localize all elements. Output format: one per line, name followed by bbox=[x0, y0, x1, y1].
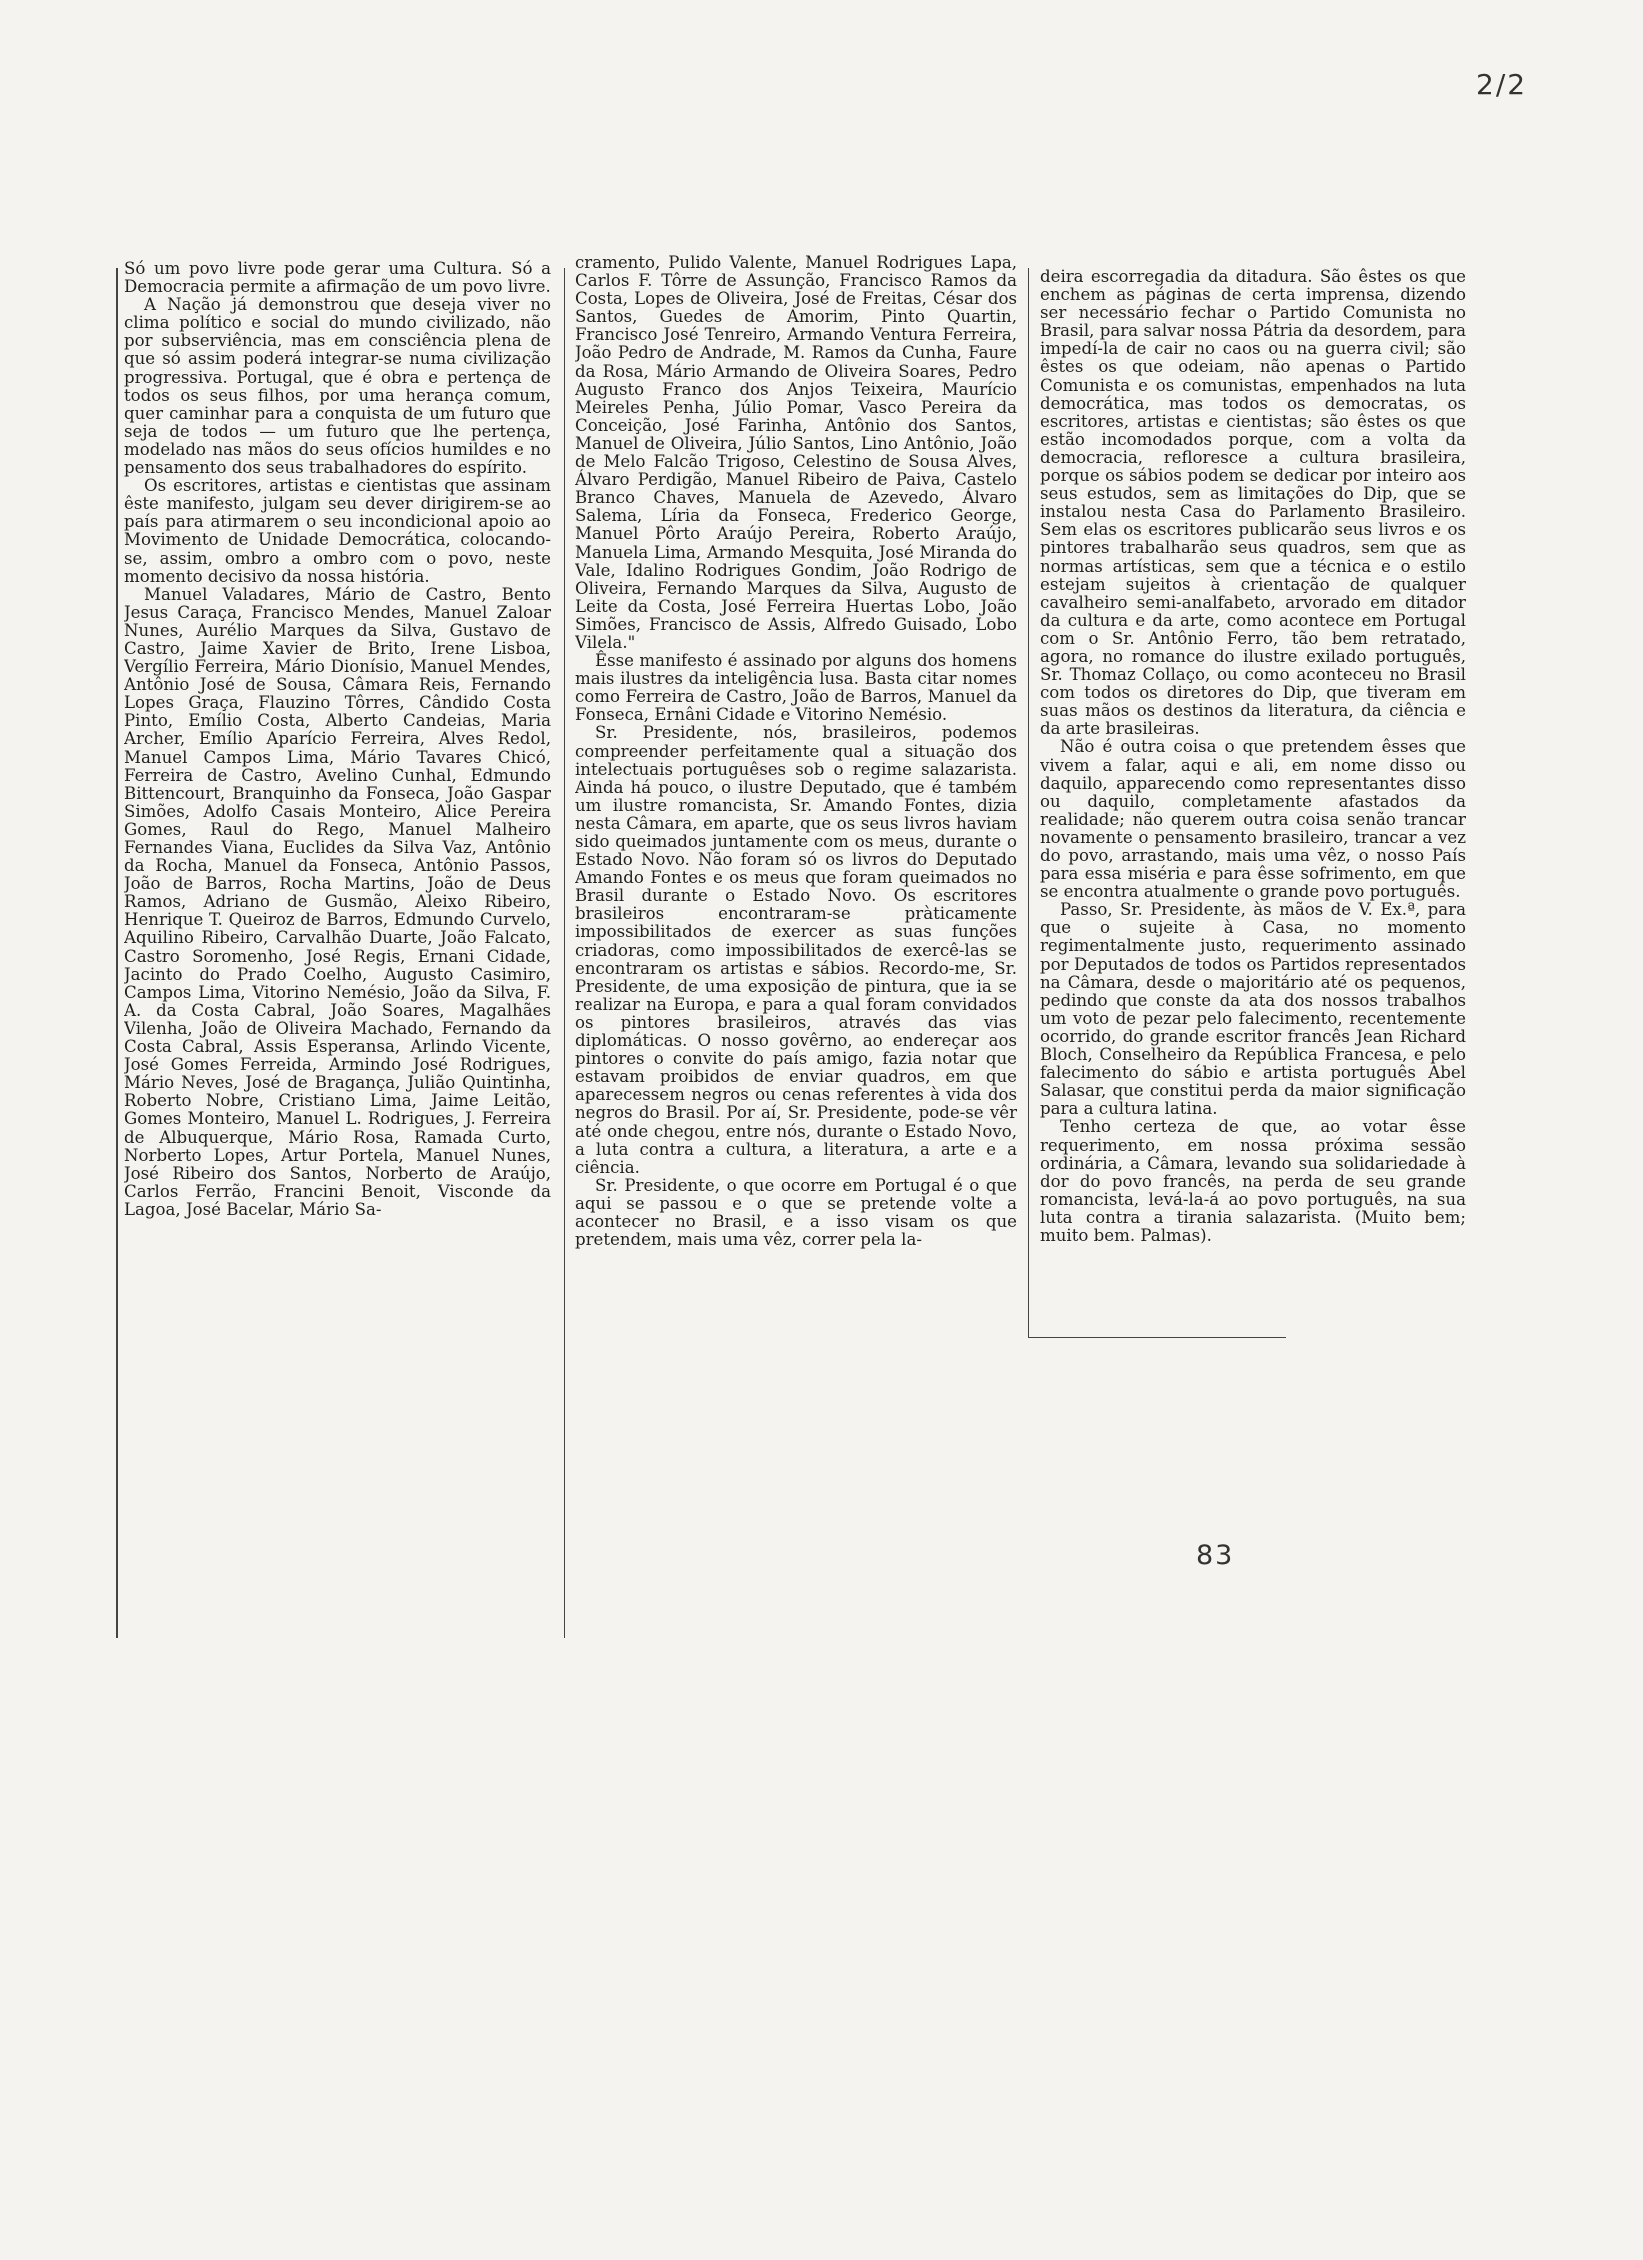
paragraph: A Nação já demonstrou que deseja viver no clima político e social do mundo civilizado, não por subserviência, mas em consciência plena de que só assim poderá integrar-se numa civilização progressiva. Portugal, que é obra e pertença de todos os seus filhos, por uma herança comum, quer caminhar para a conquista de um futuro que seja de todos — um futuro que lhe pertença, modelado nas mãos do seus ofícios humildes e no pensamento dos seus trabalhadores do espírito. bbox=[124, 295, 551, 478]
paragraph: Os escritores, artistas e cientistas que assinam êste manifesto, julgam seu dever dirigirem-se ao país para atirmarem o seu incondicional apoio ao Movimento de Unidade Democrática, colocando-se, assim, ombro a ombro com o povo, neste momento decisivo da nossa história. bbox=[124, 476, 551, 586]
page-number-top: 2/2 bbox=[1476, 68, 1528, 101]
paragraph: Manuel Valadares, Mário de Castro, Bento Jesus Caraça, Francisco Mendes, Manuel Zaloar Nunes, Aurélio Marques da Silva, Gustavo de Castro, Jaime Xavier de Brito, Irene Lisboa, Vergílio Ferreira, Mário Dionísio, Manuel Mendes, Antônio José de Sousa, Câmara Reis, Fernando Lopes Graça, Flauzino Tôrres, Cândido Costa Pinto, Emílio Costa, Alberto Candeias, Maria Archer, Emílio Aparício Ferreira, Alves Redol, Manuel Campos Lima, Mário Tavares Chicó, Ferreira de Castro, Avelino Cunhal, Edmundo Bittencourt, Branquinho da Fonseca, João Gaspar Simões, Adolfo Casais Monteiro, Alice Pereira Gomes, Raul do Rego, Manuel Malheiro Fernandes Viana, Euclides da Silva Vaz, Antônio da Rocha, Manuel da Fonseca, Antônio Passos, João de Barros, Rocha Martins, João de Deus Ramos, Adriano de Gusmão, Aleixo Ribeiro, Henrique T. Queiroz de Barros, Edmundo Curvelo, Aquilino Ribeiro, Carvalhão Duarte, João Falcato, Castro Soromenho, José Regis, Ernani Cidade, Jacinto do Prado Coelho, Augusto Casimiro, Campos Lima, Vitorino Nemésio, João da Silva, F. A. da Costa Cabral, João Soares, Magalhães Vilenha, João de Oliveira Machado, Fernando da Costa Cabral, Assis Esperansa, Arlindo Vicente, José Gomes Ferreida, Armindo José Rodrigues, Mário Neves, José de Bragança, Julião Quintinha, Roberto Nobre, Cristiano Lima, Jaime Leitão, Gomes Monteiro, Manuel L. Rodrigues, J. Ferreira de Albuquerque, Mário Rosa, Ramada Curto, Norberto Lopes, Artur Portela, Manuel Nunes, José Ribeiro dos Santos, Norberto de Araújo, Carlos Ferrão, Francini Benoit, Visconde da Lagoa, José Bacelar, Mário Sa- bbox=[124, 584, 551, 1219]
article-column-1 bbox=[124, 260, 551, 1640]
paragraph: Tenho certeza de que, ao votar êsse requerimento, em nossa próxima sessão ordinária, a Câmara, levando sua solidariedade à dor do povo francês, na perda de seu grande romancista, levá-la-á ao povo português, na sua luta contra a tirania salazarista. (Muito bem; muito bem. Palmas). bbox=[1040, 1117, 1466, 1245]
page-number-bottom: 83 bbox=[1196, 1540, 1235, 1571]
column-rule-left bbox=[116, 268, 118, 1638]
column-rule-middle bbox=[564, 268, 565, 1638]
article-column-3 bbox=[1040, 268, 1466, 1334]
paragraph: Não é outra coisa o que pretendem êsses que vivem a falar, aqui e ali, em nome disso ou daquilo, apparecendo como representantes disso ou daquilo, completamente afastados da realidade; não querem outra coisa senão trancar novamente o pensamento brasileiro, trancar a vez do povo, arrastando, mais uma vêz, o nosso País para essa miséria e para êsse sofrimento, em que se encontra atualmente o grande povo português. bbox=[1040, 737, 1466, 902]
paragraph: deira escorregadia da ditadura. São êstes os que enchem as páginas de certa imprensa, dizendo ser necessário fechar o Partido Comunista no Brasil, para salvar nossa Pátria da desordem, para impedí-la de cair no caos ou na guerra civil; são êstes os que odeiam, não apenas o Partido Comunista e os comunistas, empenhados na luta democrática, mas todos os democratas, os escritores, artistas e cientistas; são êstes os que estão incomodados porque, com a volta da democracia, refloresce a cultura brasileira, porque os sábios podem se dedicar por inteiro aos seus estudos, sem as limitações do Dip, que se instalou nesta Casa do Parlamento Brasileiro. Sem elas os escritores publicarão seus livros e os pintores trabalharão seus quadros, sem que as normas artísticas, sem que a técnica e o estilo estejam sujeitos à crientação de qualquer cavalheiro semi-analfabeto, arvorado em ditador da cultura e da arte, como acontece em Portugal com o Sr. Antônio Ferro, tão bem retratado, agora, no romance do ilustre exilado português, Sr. Thomaz Collaço, ou como aconteceu no Brasil com todos os diretores do Dip, que tiveram em suas mãos os destinos da literatura, da ciência e da arte brasileiras. bbox=[1040, 268, 1466, 739]
article-column-2 bbox=[575, 254, 1017, 1640]
paragraph: Sr. Presidente, o que ocorre em Portugal é o que aqui se passou e o que se pretende volte a acontecer no Brasil, e a isso visam os que pretendem, mais uma vêz, correr pela la- bbox=[575, 1175, 1017, 1250]
column-rule-bottom bbox=[1028, 1337, 1286, 1338]
paragraph: Êsse manifesto é assinado por alguns dos homens mais ilustres da inteligência lusa. Basta citar nomes como Ferreira de Castro, João de Barros, Manuel da Fonseca, Ernâni Cidade e Vitorino Nemésio. bbox=[575, 651, 1017, 725]
paragraph: Só um povo livre pode gerar uma Cultura. Só a Democracia permite a afirmação de um povo livre. bbox=[124, 260, 551, 297]
paragraph: cramento, Pulido Valente, Manuel Rodrigues Lapa, Carlos F. Tôrre de Assunção, Francisco Ramos da Costa, Lopes de Oliveira, José de Freitas, César dos Santos, Guedes de Amorim, Pinto Quartin, Francisco José Tenreiro, Armando Ventura Ferreira, João Pedro de Andrade, M. Ramos da Cunha, Faure da Rosa, Mário Armando de Oliveira Soares, Pedro Augusto Franco dos Anjos Teixeira, Maurício Meireles Penha, Júlio Pomar, Vasco Pereira da Conceição, José Farinha, Antônio dos Santos, Manuel de Oliveira, Júlio Santos, Lino Antônio, João de Melo Falcão Trigoso, Celestino de Sousa Alves, Álvaro Perdigão, Manuel Ribeiro de Paiva, Castelo Branco Chaves, Manuela de Azevedo, Álvaro Salema, Líria da Fonseca, Frederico George, Manuel Pôrto Araújo Pereira, Roberto Araújo, Manuela Lima, Armando Mesquita, José Miranda do Vale, Idalino Rodrigues Gondim, João Rodrigo de Oliveira, Fernando Marques da Silva, Augusto de Leite da Costa, José Ferreira Huertas Lobo, João Simões, Francisco de Assis, Alfredo Guisado, Lobo Vilela." bbox=[575, 254, 1017, 652]
paragraph: Passo, Sr. Presidente, às mãos de V. Ex.ª, para que o sujeite à Casa, no momento regimentalmente justo, requerimento assinado por Deputados de todos os Partidos representados na Câmara, desde o majoritário até os pequenos, pedindo que conste da ata dos nossos trabalhos um voto de pezar pelo falecimento, recentemente ocorrido, do grande escritor francês Jean Richard Bloch, Conselheiro da República Francesa, e pelo falecimento do sábio e artista português Abel Salasar, que constitui perda da maior significação para a cultura latina. bbox=[1040, 900, 1466, 1119]
column-rule-right bbox=[1028, 268, 1029, 1338]
paragraph: Sr. Presidente, nós, brasileiros, podemos compreender perfeitamente qual a situação dos intelectuais portuguêses sob o regime salazarista. Ainda há pouco, o ilustre Deputado, que é também um ilustre romancista, Sr. Amando Fontes, dizia nesta Câmara, em aparte, que os seus livros haviam sido queimados juntamente com os meus, durante o Estado Novo. Não foram só os livros do Deputado Amando Fontes e os meus que foram queimados no Brasil durante o Estado Novo. Os escritores brasileiros encontraram-se pràticamente impossibilitados de exercer as suas funções criadoras, como impossibilitados de exercê-las se encontraram os artistas e sábios. Recordo-me, Sr. Presidente, de uma exposição de pintura, que ia se realizar na Europa, e para a qual foram convidados os pintores brasileiros, através das vias diplomáticas. O nosso govêrno, ao endereçar aos pintores o convite do país amigo, fazia notar que estavam proibidos de enviar quadros, em que aparecessem negros ou cenas referentes à vida dos negros do Brasil. Por aí, Sr. Presidente, pode-se vêr até onde chegou, entre nós, durante o Estado Novo, a luta contra a cultura, a literatura, a arte e a ciência. bbox=[575, 723, 1017, 1177]
